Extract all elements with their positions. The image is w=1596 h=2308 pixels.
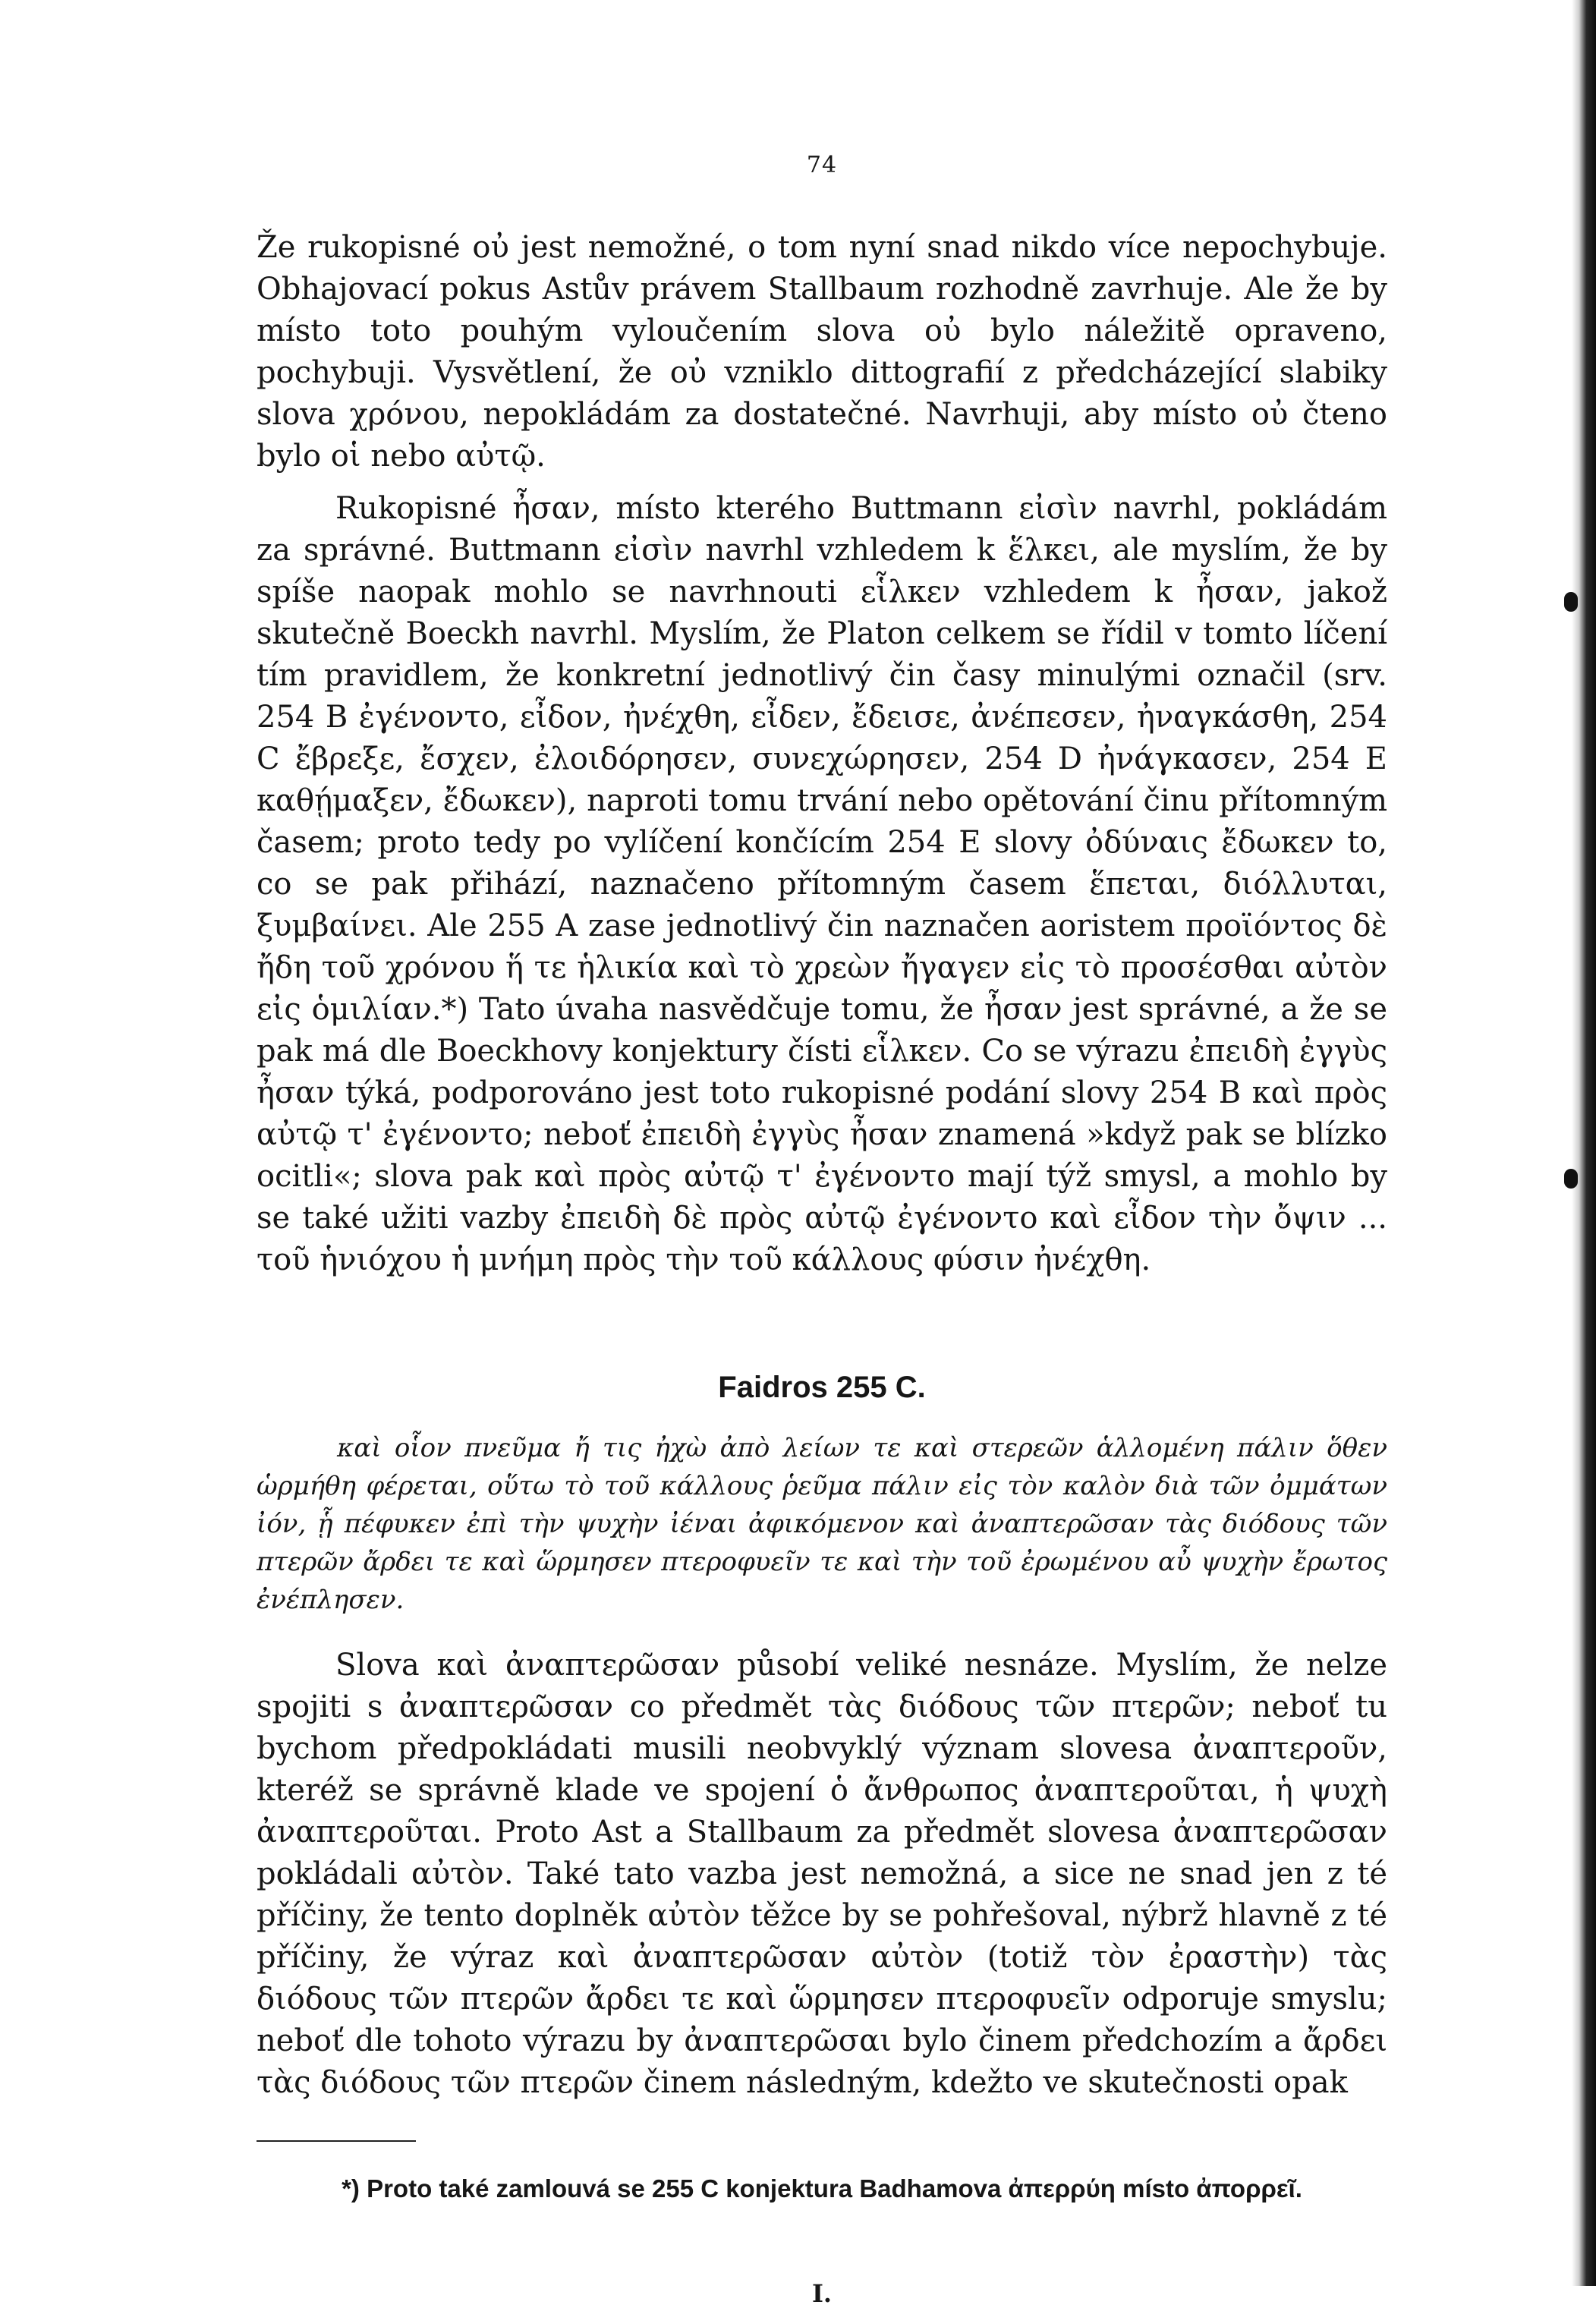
footnote: *) Proto také zamlouvá se 255 C konjektura Badhamova ἀπερρύη místo ἀπορρεῖ. [342, 2174, 1302, 2203]
scan-edge-shadow [1572, 0, 1596, 2286]
scan-edge-mark [1564, 592, 1578, 612]
scan-edge-mark [1564, 1169, 1578, 1189]
footnote-divider [257, 2140, 416, 2142]
paragraph-1: Že rukopisné οὐ jest nemožné, o tom nyní snad nikdo více nepochybuje. Obhajovací pokus Astův právem Stallbaum rozhodně zavrhuje. Ale že by místo toto pouhým vyloučením slova οὐ bylo náležitě opraveno, pochybuji. Vysvětlení, že οὐ vzniklo dittografií z předcházející slabiky slova χρόνου, nepokládám za dostatečné. Navrhuji, aby místo οὐ čteno bylo οἱ nebo αὐτῷ. [257, 230, 1387, 474]
greek-quote: καὶ οἷον πνεῦμα ἤ τις ἠχὼ ἀπὸ λείων τε καὶ στερεῶν ἁλλομένη πάλιν ὅθεν ὡρμήθη φέρεται, οὕτω τὸ τοῦ κάλλους ῥεῦμα πάλιν εἰς τὸν καλὸν διὰ τῶν ὀμμάτων ἰόν, ᾗ πέφυκεν ἐπὶ τὴν ψυχὴν ἰέναι ἀφικόμενον καὶ ἀναπτερῶσαν τὰς διόδους τῶν πτερῶν ἄρδει τε καὶ ὥρμησεν πτεροφυεῖν τε καὶ τὴν τοῦ ἐρωμένου αὖ ψυχὴν ἔρωτος ἐνέπλησεν. [257, 1433, 1387, 1615]
page-number: 74 [806, 152, 838, 178]
section-title: Faidros 255 C. [718, 1371, 926, 1404]
signature-mark: I. [811, 2279, 833, 2308]
paragraph-2: Rukopisné ἦσαν, místo kterého Buttmann εἰσὶν navrhl, pokládám za správné. Buttmann εἰσὶν navrhl vzhledem k ἕλκει, ale myslím, že by spíše naopak mohlo se navrhnouti εἷλκεν vzhledem k ἦσαν, jakož skutečně Boeckh navrhl. Myslím, že Platon celkem se řídil v tomto líčení tím pravidlem, že konkretní jednotlivý čin časy minulými označil (srv. 254 B ἐγένοντο, εἶδον, ἠνέχθη, εἶδεν, ἔδεισε, ἀνέπεσεν, ἠναγκάσθη, 254 C ἔβρεξε, ἔσχεν, ἐλοιδόρησεν, συνεχώρησεν, 254 D ἠνάγκασεν, 254 E καθῄμαξεν, ἔδωκεν), naproti tomu trvání nebo opětování činu přítomným časem; proto tedy po vylíčení končícím 254 E slovy ὀδύναις ἔδωκεν to, co se pak přihází, naznačeno přítomným časem ἕπεται, διόλλυται, ξυμβαίνει. Ale 255 A zase jednotlivý čin naznačen aoristem προϊόντος δὲ ἤδη τοῦ χρόνου ἥ τε ἡλικία καὶ τὸ χρεὼν ἤγαγεν εἰς τὸ προσέσθαι αὐτὸν εἰς ὁμιλίαν.*) Tato úvaha nasvědčuje tomu, že ἦσαν jest správné, a že se pak má dle Boeckhovy konjektury čísti εἷλκεν. Co se výrazu ἐπειδὴ ἐγγὺς ἦσαν týká, podporováno jest toto rukopisné podání slovy 254 B καὶ πρὸς αὐτῷ τ' ἐγένοντο; neboť ἐπειδὴ ἐγγὺς ἦσαν znamená »když pak se blízko ocitli«; slova pak καὶ πρὸς αὐτῷ τ' ἐγένοντο mají týž smysl, a mohlo by se také užiti vazby ἐπειδὴ δὲ πρὸς αὐτῷ ἐγένοντο καὶ εἶδον τὴν ὄψιν ... τοῦ ἡνιόχου ἡ μνήμη πρὸς τὴν τοῦ κάλλους φύσιν ἠνέχθη. [257, 491, 1387, 1277]
paragraph-3: Slova καὶ ἀναπτερῶσαν působí veliké nesnáze. Myslím, že nelze spojiti s ἀναπτερῶσαν co předmět τὰς διόδους τῶν πτερῶν; neboť tu bychom předpokládati musili neobvyklý význam slovesa ἀναπτεροῦν, kteréž se správně klade ve spojení ὁ ἄνθρωπος ἀναπτεροῦται, ἡ ψυχὴ ἀναπτεροῦται. Proto Ast a Stallbaum za předmět slovesa ἀναπτερῶσαν pokládali αὐτὸν. Také tato vazba jest nemožná, a sice ne snad jen z té příčiny, že tento doplněk αὐτὸν těžce by se pohřešoval, nýbrž hlavně z té příčiny, že výraz καὶ ἀναπτερῶσαν αὐτὸν (totiž τὸν ἐραστὴν) τὰς διόδους τῶν πτερῶν ἄρδει τε καὶ ὥρμησεν πτεροφυεῖν odporuje smyslu; neboť dle tohoto výrazu by ἀναπτερῶσαι bylo činem předchozím a ἄρδει τὰς διόδους τῶν πτερῶν činem následným, kdežto ve skutečnosti opak [257, 1648, 1387, 2100]
page-content [257, 152, 1387, 2308]
